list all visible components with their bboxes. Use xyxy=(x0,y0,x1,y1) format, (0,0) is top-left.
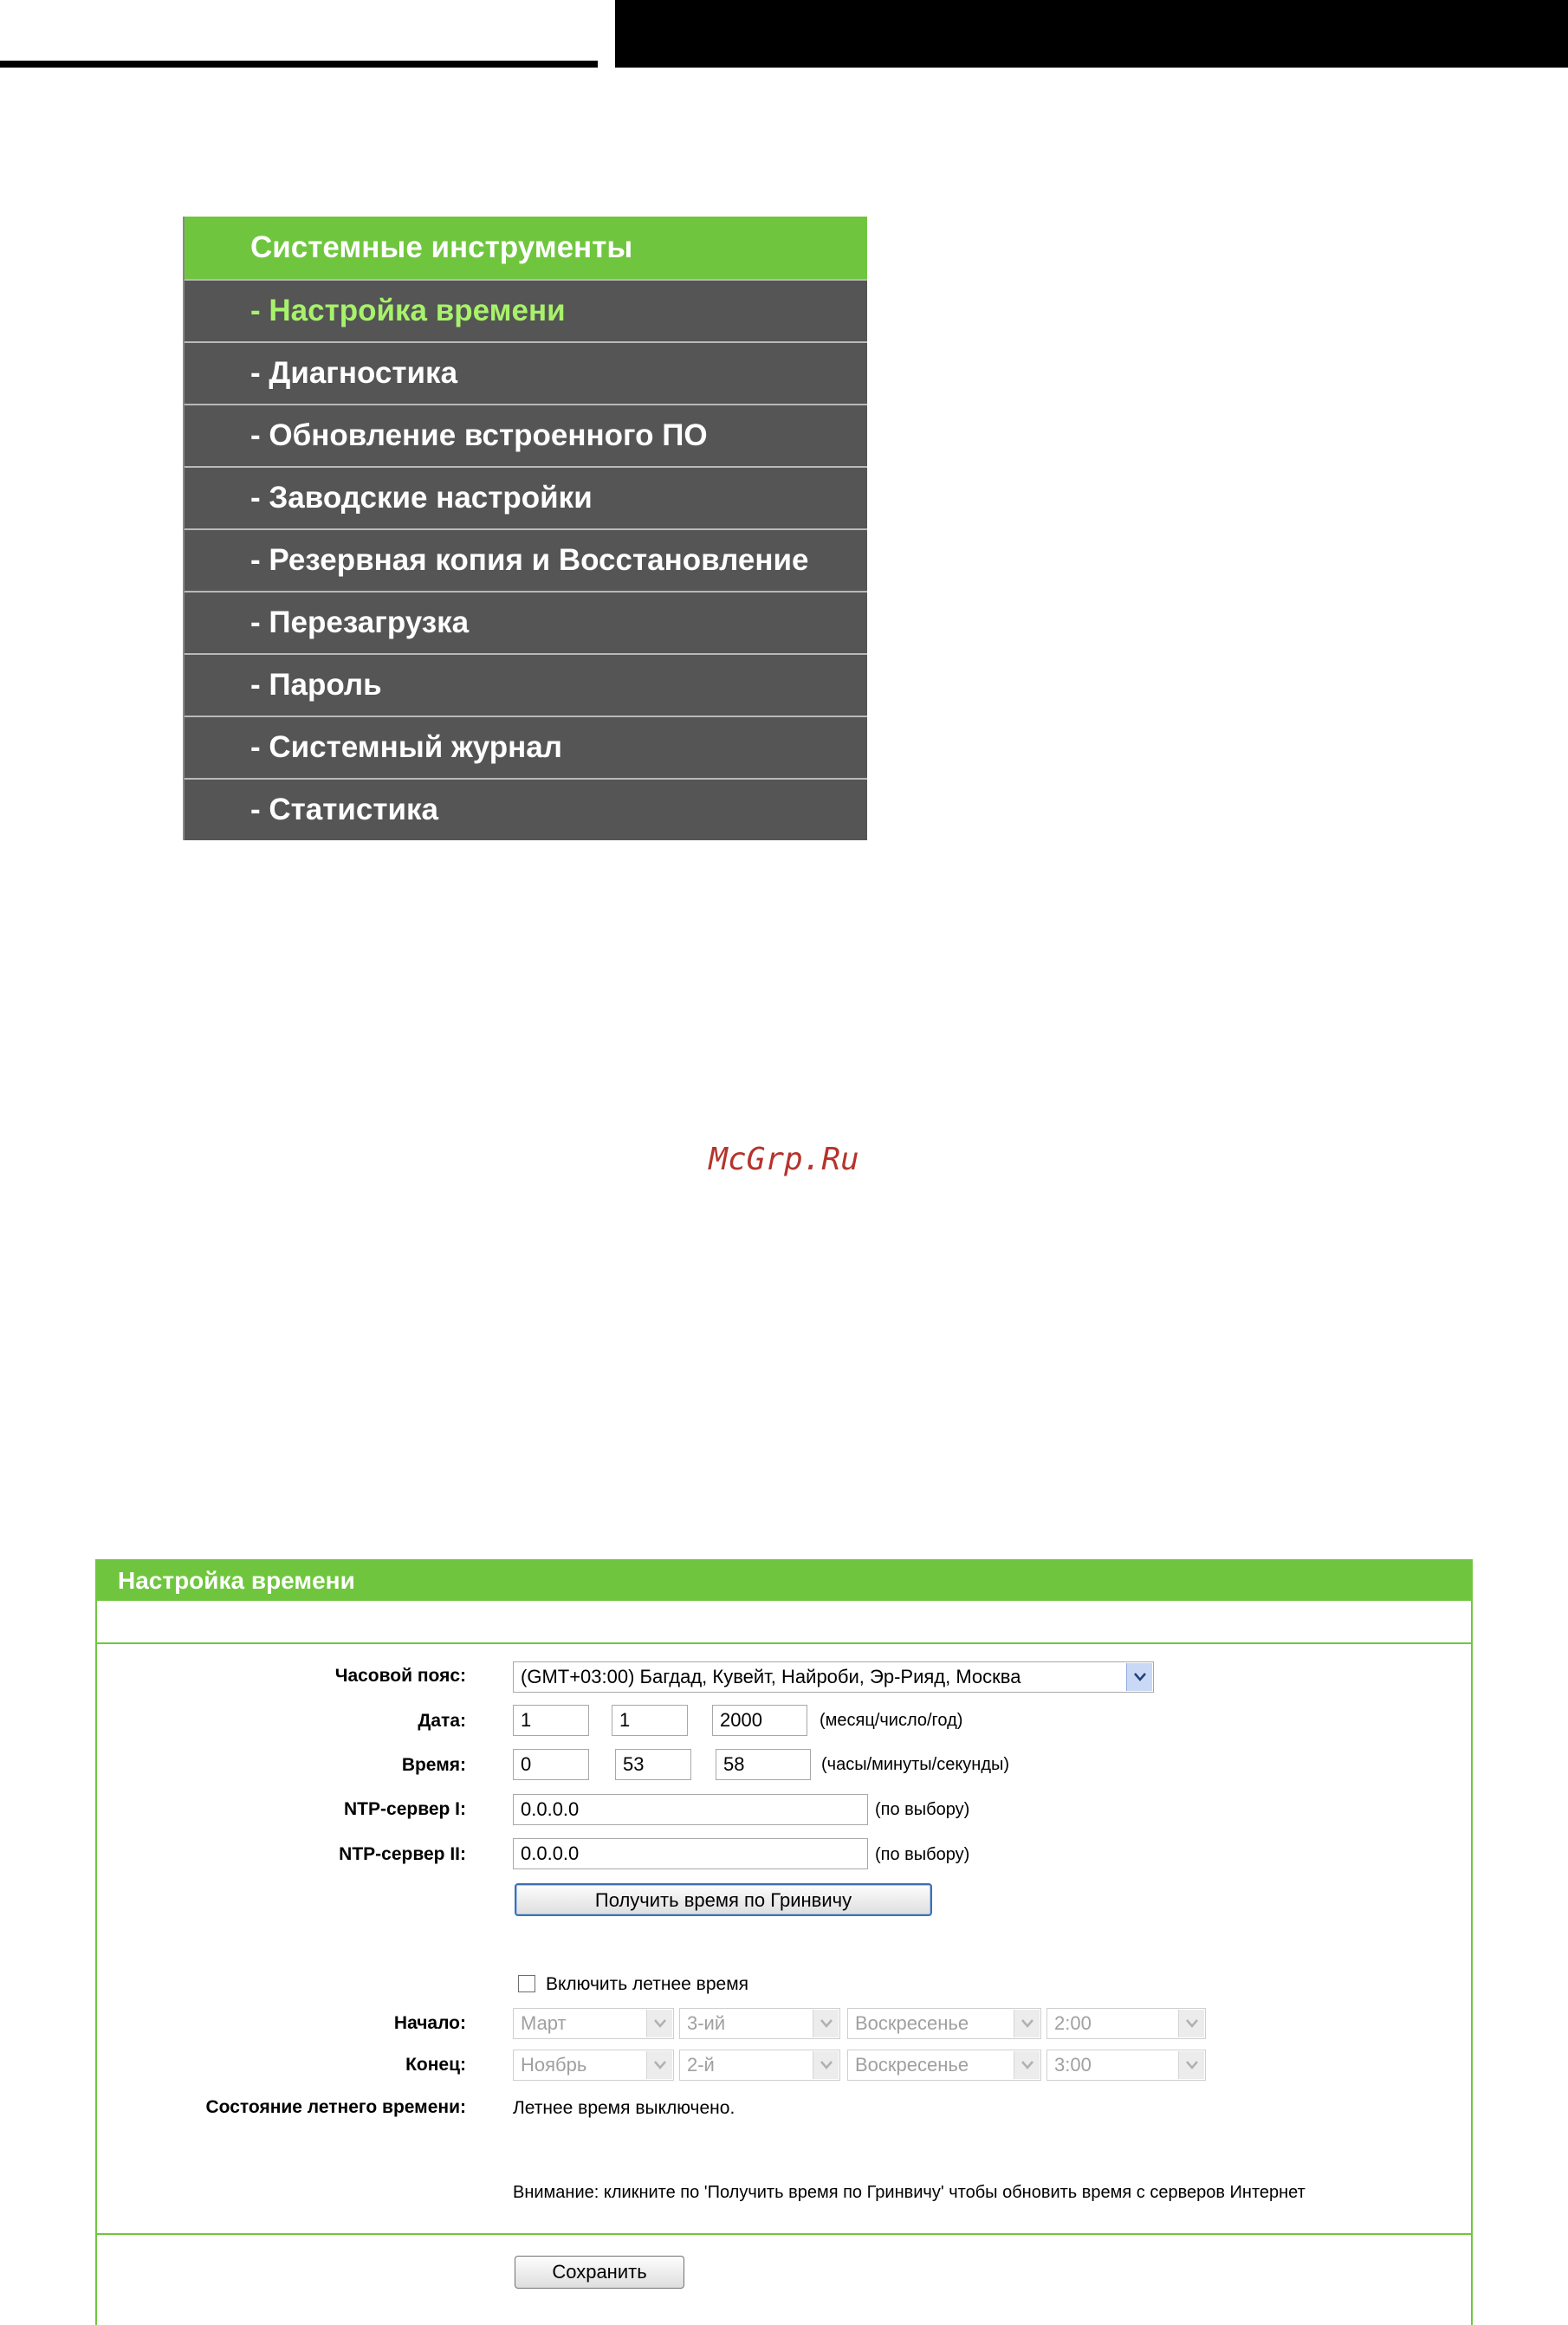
dst-start-time-select[interactable] xyxy=(1046,2008,1206,2039)
dst-start-day-select[interactable] xyxy=(847,2008,1041,2039)
time-settings-panel xyxy=(95,1559,1473,2325)
dst-start-time-value: 2:00 xyxy=(1054,2012,1092,2034)
date-month-input[interactable]: 1 xyxy=(513,1705,589,1736)
menu-item-diagnostics[interactable]: - Диагностика xyxy=(185,341,867,404)
dst-end-day-value: Воскресенье xyxy=(855,2054,969,2076)
bottom-divider xyxy=(97,2233,1471,2235)
menu-item-system-log[interactable]: - Системный журнал xyxy=(185,716,867,778)
timezone-label: Часовой пояс: xyxy=(334,1666,466,1686)
dst-end-label: Конец: xyxy=(405,2055,466,2075)
get-gmt-button[interactable]: Получить время по Гринвичу xyxy=(515,1883,932,1916)
dst-checkbox[interactable] xyxy=(518,1975,535,1992)
panel-title: Настройка времени xyxy=(97,1561,1471,1601)
chevron-down-icon xyxy=(813,2010,839,2037)
timezone-value: (GMT+03:00) Багдад, Кувейт, Найроби, Эр-Рияд, Москва xyxy=(521,1666,1021,1687)
dst-status-value: Летнее время выключено. xyxy=(513,2098,735,2118)
time-seconds-input[interactable]: 58 xyxy=(716,1749,811,1780)
header-bar xyxy=(615,0,1568,68)
time-hours-input[interactable]: 0 xyxy=(513,1749,589,1780)
chevron-down-icon xyxy=(1014,2010,1040,2037)
menu-header: Системные инструменты xyxy=(185,217,867,279)
dst-start-month-value: Март xyxy=(521,2012,567,2034)
ntp2-input[interactable]: 0.0.0.0 xyxy=(513,1838,868,1869)
ntp2-hint: (по выбору) xyxy=(875,1845,970,1864)
chevron-down-icon xyxy=(646,2051,672,2079)
ntp1-input[interactable]: 0.0.0.0 xyxy=(513,1794,868,1825)
dst-status-label: Состояние летнего времени: xyxy=(205,2097,466,2117)
dst-start-week-value: 3-ий xyxy=(687,2012,726,2034)
timezone-select[interactable] xyxy=(513,1661,1154,1693)
chevron-down-icon xyxy=(1126,1663,1152,1691)
dst-end-month-select[interactable] xyxy=(513,2050,674,2081)
ntp2-label: NTP-сервер II: xyxy=(339,1844,466,1864)
chevron-down-icon xyxy=(1178,2051,1204,2079)
menu-item-reboot[interactable]: - Перезагрузка xyxy=(185,591,867,653)
menu-item-time-settings[interactable]: - Настройка времени xyxy=(185,279,867,341)
menu-item-password[interactable]: - Пароль xyxy=(185,653,867,716)
ntp1-label: NTP-сервер I: xyxy=(344,1799,466,1819)
save-button[interactable]: Сохранить xyxy=(515,2256,684,2289)
ntp1-hint: (по выбору) xyxy=(875,1800,970,1819)
top-divider xyxy=(97,1642,1471,1644)
date-label: Дата: xyxy=(418,1711,466,1731)
chevron-down-icon xyxy=(1178,2010,1204,2037)
chevron-down-icon xyxy=(1014,2051,1040,2079)
dst-end-time-select[interactable] xyxy=(1046,2050,1206,2081)
chevron-down-icon xyxy=(813,2051,839,2079)
date-year-input[interactable]: 2000 xyxy=(712,1705,807,1736)
dst-end-week-select[interactable] xyxy=(679,2050,840,2081)
dst-end-month-value: Ноябрь xyxy=(521,2054,587,2076)
dst-end-time-value: 3:00 xyxy=(1054,2054,1092,2076)
dst-start-week-select[interactable] xyxy=(679,2008,840,2039)
date-day-input[interactable]: 1 xyxy=(612,1705,688,1736)
dst-start-label: Начало: xyxy=(393,2013,466,2033)
date-format-hint: (месяц/число/год) xyxy=(820,1711,963,1730)
dst-end-day-select[interactable] xyxy=(847,2050,1041,2081)
time-minutes-input[interactable]: 53 xyxy=(615,1749,691,1780)
header-rule xyxy=(0,61,598,68)
menu-item-factory-defaults[interactable]: - Заводские настройки xyxy=(185,466,867,528)
dst-start-month-select[interactable] xyxy=(513,2008,674,2039)
system-tools-menu xyxy=(183,217,867,840)
time-format-hint: (часы/минуты/секунды) xyxy=(821,1755,1010,1774)
dst-end-week-value: 2-й xyxy=(687,2054,715,2076)
dst-checkbox-label: Включить летнее время xyxy=(546,1974,749,1994)
menu-item-backup-restore[interactable]: - Резервная копия и Восстановление xyxy=(185,528,867,591)
dst-start-day-value: Воскресенье xyxy=(855,2012,969,2034)
gmt-note: Внимание: кликните по 'Получить время по Гринвичу' чтобы обновить время с серверов Интернет xyxy=(513,2183,1306,2202)
watermark: McGrp.Ru xyxy=(709,1142,859,1177)
menu-item-statistics[interactable]: - Статистика xyxy=(185,778,867,840)
menu-item-firmware-upgrade[interactable]: - Обновление встроенного ПО xyxy=(185,404,867,466)
chevron-down-icon xyxy=(646,2010,672,2037)
time-label: Время: xyxy=(401,1755,466,1775)
